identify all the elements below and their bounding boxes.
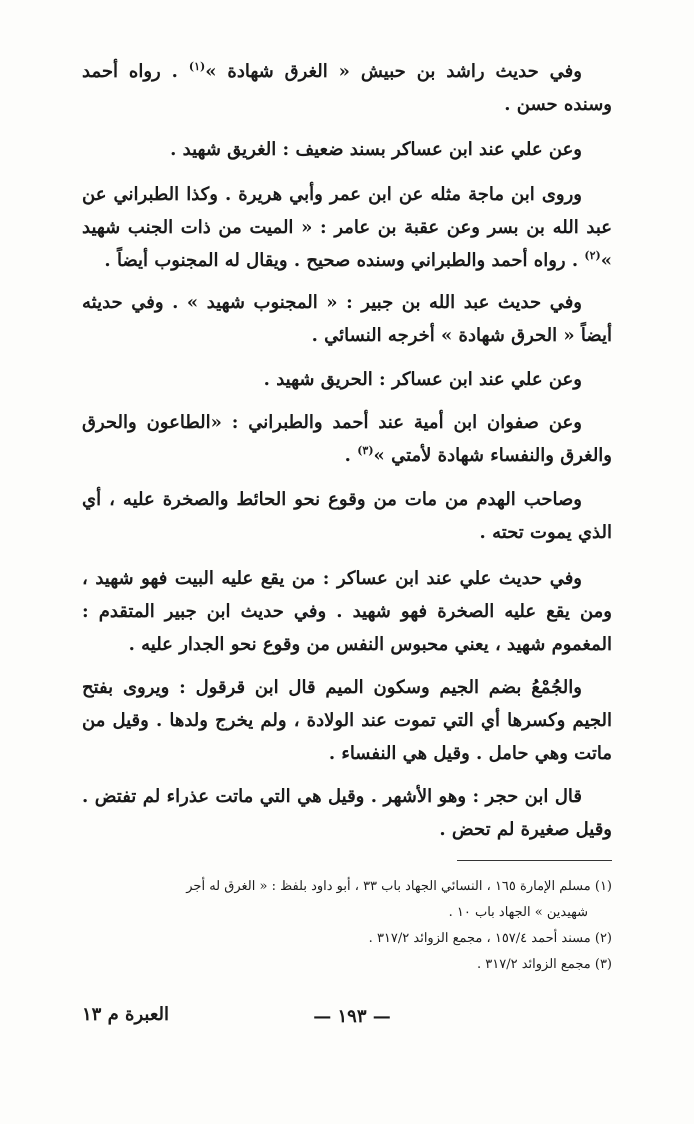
paragraph-text: وعن صفوان ابن أمية عند أحمد والطبراني : «الطاعون والحرق والغرق والنفساء شهادة لأمتي » (82, 412, 612, 466)
footnote-text: مجمع الزوائد ٣١٧/٢ . (477, 957, 591, 972)
footnote-number: (١) (594, 879, 612, 894)
footnote-separator (457, 860, 612, 861)
paragraph-text: وفي حديث راشد بن حبيش « الغرق شهادة » (205, 61, 582, 82)
paragraph-text: وعن علي عند ابن عساكر : الحريق شهيد . (263, 369, 582, 390)
paragraph-text: وفي حديث علي عند ابن عساكر : من يقع عليه البيت فهو شهيد ، ومن يقع عليه الصخرة فهو شهيد . وفي حديث ابن جبير المتقدم : المغموم شهيد ، يعني محبوس النفس من وقوع نحو الجدار عليه . (82, 568, 612, 655)
paragraph-6 (82, 406, 612, 472)
footnote-3 (82, 952, 612, 978)
paragraph-text: وروى ابن ماجة مثله عن ابن عمر وأبي هريرة . وكذا الطبراني عن عبد الله بن بسر وعن عقبة بن عامر : « الميت من ذات الجنب شهيد » (82, 184, 612, 271)
footnote-text: مسند أحمد ١٥٧/٤ ، مجمع الزوائد ٣١٧/٢ . (368, 931, 591, 946)
paragraph-9 (82, 671, 612, 770)
paragraph-1 (82, 55, 612, 121)
paragraph-text: وعن علي عند ابن عساكر بسند ضعيف : الغريق شهيد . (170, 139, 582, 160)
page-footer (82, 1000, 612, 1040)
paragraph-text: قال ابن حجر : وهو الأشهر . وقيل هي التي ماتت عذراء لم تفتض . وقيل صغيرة لم تحض . (82, 786, 612, 840)
paragraph-text: وفي حديث عبد الله بن جبير : « المجنوب شهيد » . وفي حديثه أيضاً « الحرق شهادة » أخرجه النسائي . (82, 292, 612, 346)
paragraph-2 (82, 133, 612, 166)
footnotes (82, 874, 612, 978)
paragraph-tail: . رواه أحمد وسنده حسن . (82, 61, 612, 115)
paragraph-4 (82, 286, 612, 352)
footnote-2 (82, 926, 612, 952)
page-number: — ١٩٣ — (313, 1006, 391, 1027)
paragraph-7 (82, 483, 612, 549)
paragraph-8 (82, 562, 612, 661)
footnote-ref: (٢) (584, 249, 601, 262)
paragraph-tail: . (344, 445, 351, 466)
footnote-continuation: شهيدين » الجهاد باب ١٠ . (448, 905, 588, 920)
footnote-number: (٢) (594, 931, 612, 946)
footnote-ref: (٣) (357, 444, 374, 457)
paragraph-tail: . رواه أحمد والطبراني وسنده صحيح . ويقال له المجنوب أيضاً . (104, 250, 579, 271)
paragraph-10 (82, 780, 612, 846)
footnote-ref: (١) (188, 60, 206, 73)
footnote-1 (82, 874, 612, 900)
paragraph-3 (82, 178, 612, 277)
printer-signature: العبرة م ١٣ (82, 1004, 169, 1025)
paragraph-5 (82, 363, 612, 396)
footnote-number: (٣) (594, 957, 612, 972)
paragraph-text: وصاحب الهدم من مات من وقوع نحو الحائط والصخرة عليه ، أي الذي يموت تحته . (82, 489, 612, 543)
footnote-text: مسلم الإمارة ١٦٥ ، النسائي الجهاد باب ٣٣ ، أبو داود بلفظ : « الغرق له أجر (186, 879, 591, 894)
paragraph-text: والجُمْعُ بضم الجيم وسكون الميم قال ابن قرقول : ويروى بفتح الجيم وكسرها أي التي تموت عند الولادة ، ولم يخرج ولدها . وقيل من ماتت وهي حامل . وقيل هي النفساء . (82, 677, 612, 764)
